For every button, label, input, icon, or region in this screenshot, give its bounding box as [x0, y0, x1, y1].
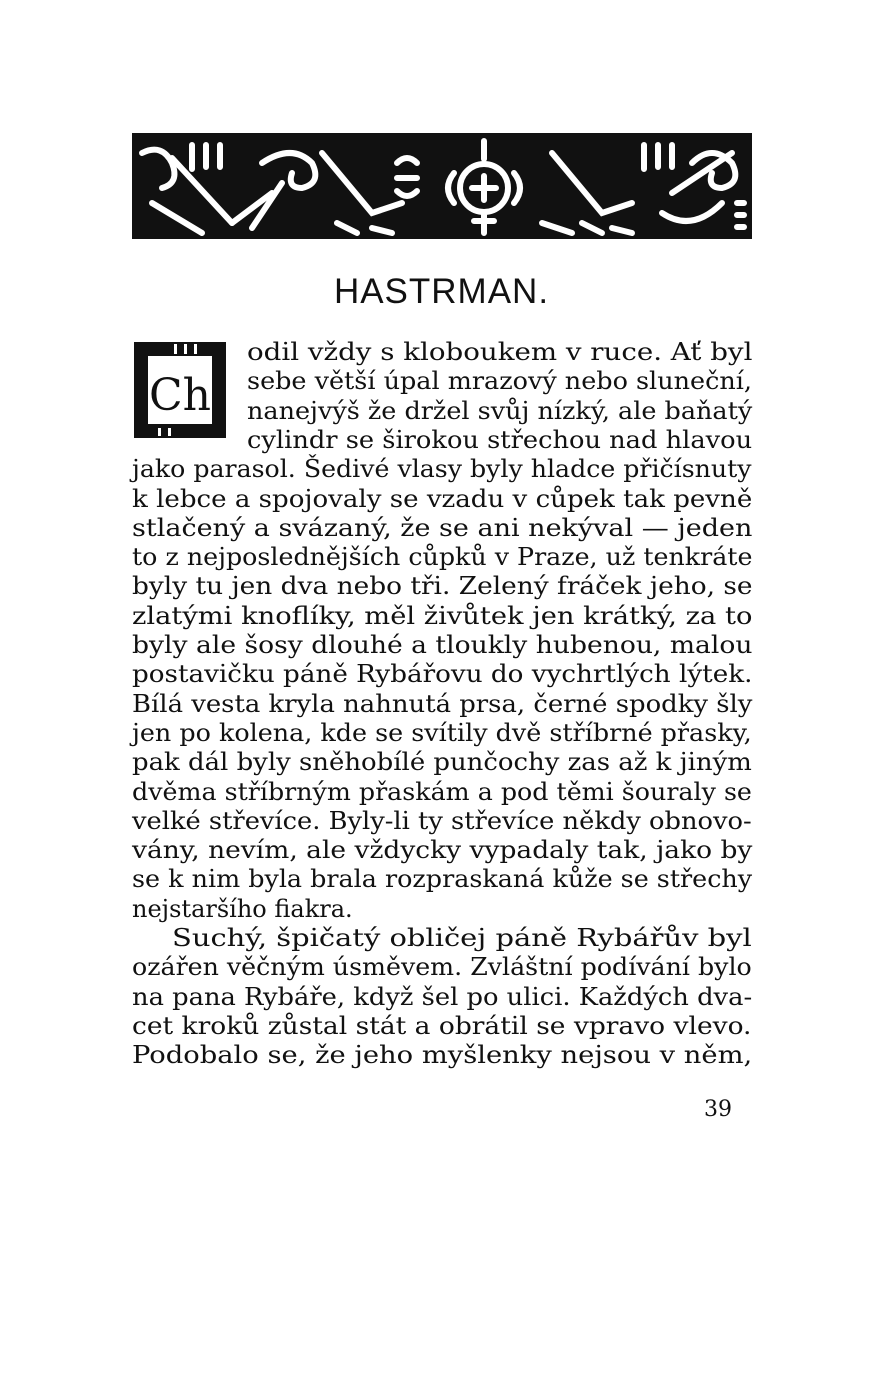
text-line: stlačený a svázaný, že se ani nekýval — jeden [132, 513, 753, 542]
text-line: se k nim byla brala rozpraskaná kůže se střechy [132, 865, 753, 894]
drop-cap [134, 342, 226, 438]
text-line: byly tu jen dva nebo tři. Zelený fráček jeho, se [132, 572, 753, 601]
page-number: 39 [704, 1097, 732, 1122]
text-line: ozářen věčným úsměvem. Zvláštní podívání bylo [132, 953, 752, 982]
chapter-title: HASTRMAN. [333, 272, 550, 311]
folk-ornament-icon [132, 133, 752, 239]
text-line: cet kroků zůstal stát a obrátil se vpravo vlevo. [132, 1011, 752, 1040]
text-line: Bílá vesta kryla nahnutá prsa, černé spodky šly [132, 689, 753, 718]
text-line: dvěma stříbrným přaskám a pod těmi šouraly se [132, 777, 752, 806]
text-line: odil vždy s kloboukem v ruce. Ať byl [247, 338, 753, 366]
text-line: Suchý, špičatý obličej páně Rybářův byl [172, 924, 752, 952]
text-line: cylindr se širokou střechou nad hlavou [247, 425, 753, 454]
text-line: Podobalo se, že jeho myšlenky nejsou v něm, [132, 1041, 753, 1070]
text-line: sebe větší úpal mrazový nebo sluneční, [247, 367, 752, 396]
text-line: byly ale šosy dlouhé a tloukly hubenou, malou [132, 631, 753, 659]
text-line: postavičku páně Rybářovu do vychrtlých lýtek. [132, 660, 753, 689]
ornament-banner [132, 133, 752, 239]
text-line: na pana Rybáře, když šel po ulici. Každých dva- [132, 982, 753, 1011]
text-line: nanejvýš že držel svůj nízký, ale baňatý [247, 396, 753, 425]
text-line: pak dál byly sněhobílé punčochy zas až k jiným [132, 748, 752, 777]
text-line: jen po kolena, kde se svítily dvě stříbrné přasky, [132, 718, 752, 747]
text-line: jako parasol. Šedivé vlasy byly hladce přičísnuty [132, 455, 752, 484]
text-line: vány, nevím, ale vždycky vypadaly tak, jako by [132, 836, 753, 865]
text-line: k lebce a spojovaly se vzadu v cůpek tak pevně [132, 484, 753, 513]
drop-cap-letters: Ch [148, 370, 212, 421]
text-line: zlatými knoflíky, měl živůtek jen krátký, za to [132, 601, 753, 630]
text-line: velké střevíce. Byly-li ty střevíce někdy obnovo- [132, 806, 752, 835]
text-line: to z nejposlednějších cůpků v Praze, už tenkráte [132, 543, 753, 572]
text-line: nejstaršího fiakra. [132, 894, 353, 923]
